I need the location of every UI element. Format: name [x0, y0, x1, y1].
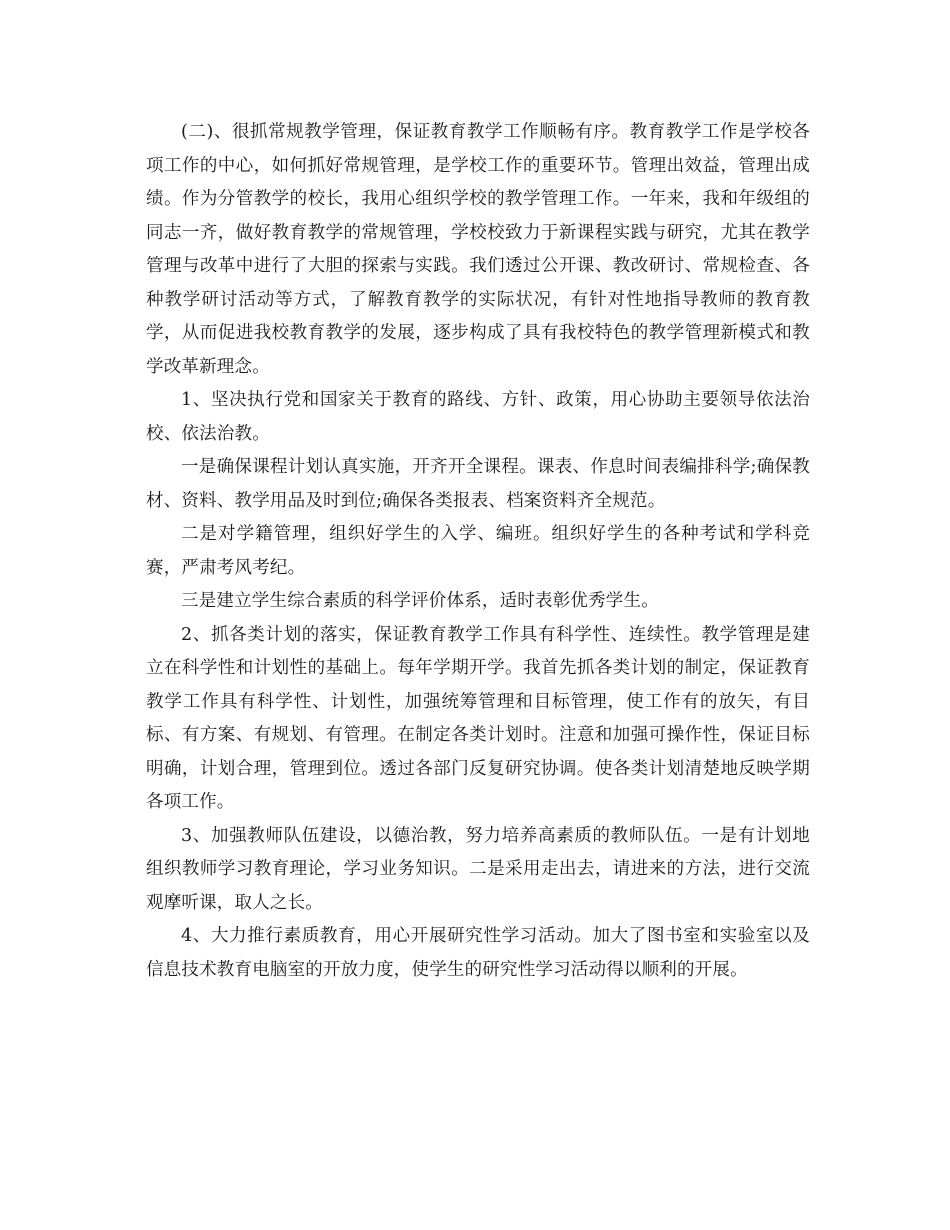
paragraph-section-two: (二)、很抓常规教学管理，保证教育教学工作顺畅有序。教育教学工作是学校各项工作的中心，如何抓好常规管理，是学校工作的重要环节。管理出效益，管理出成绩。作为分管教学的校长，我用心组织学校的教学管理工作。一年来，我和年级组的同志一齐，做好教育教学的常规管理，学校校致力于新课程实践与研究，尤其在教学管理与改革中进行了大胆的探索与实践。我们透过公开课、教改研讨、常规检查、各种教学研讨活动等方式，了解教育教学的实际状况，有针对性地指导教师的教育教学，从而促进我校教育教学的发展，逐步构成了具有我校特色的教学管理新模式和教学改革新理念。	[146, 122, 810, 377]
paragraph-item-4: 4、大力推行素质教育，用心开展研究性学习活动。加大了图书室和实验室以及信息技术教育电脑室的开放力度，使学生的研究性学习活动得以顺利的开展。	[146, 926, 810, 980]
paragraph-item-1-first: 一是确保课程计划认真实施，开齐开全课程。课表、作息时间表编排科学;确保教材、资料、教学用品及时到位;确保各类报表、档案资料齐全规范。	[146, 457, 810, 511]
paragraph-item-3: 3、加强教师队伍建设，以德治教，努力培养高素质的教师队伍。一是有计划地组织教师学习教育理论，学习业务知识。二是采用走出去，请进来的方法，进行交流观摩听课，取人之长。	[146, 825, 810, 913]
paragraph-item-1-second: 二是对学籍管理，组织好学生的入学、编班。组织好学生的各种考试和学科竞赛，严肃考风考纪。	[146, 524, 810, 578]
paragraph-item-2: 2、抓各类计划的落实，保证教育教学工作具有科学性、连续性。教学管理是建立在科学性和计划性的基础上。每年学期开学。我首先抓各类计划的制定，保证教育教学工作具有科学性、计划性，加强统筹管理和目标管理，使工作有的放矢，有目标、有方案、有规划、有管理。在制定各类计划时。注意和加强可操作性，保证目标明确，计划合理，管理到位。透过各部门反复研究协调。使各类计划清楚地反映学期各项工作。	[146, 624, 810, 812]
document-body	[146, 116, 810, 987]
paragraph-item-1-third: 三是建立学生综合素质的科学评价体系，适时表彰优秀学生。	[181, 591, 659, 611]
paragraph-item-1: 1、坚决执行党和国家关于教育的路线、方针、政策，用心协助主要领导依法治校、依法治教。	[146, 390, 810, 444]
